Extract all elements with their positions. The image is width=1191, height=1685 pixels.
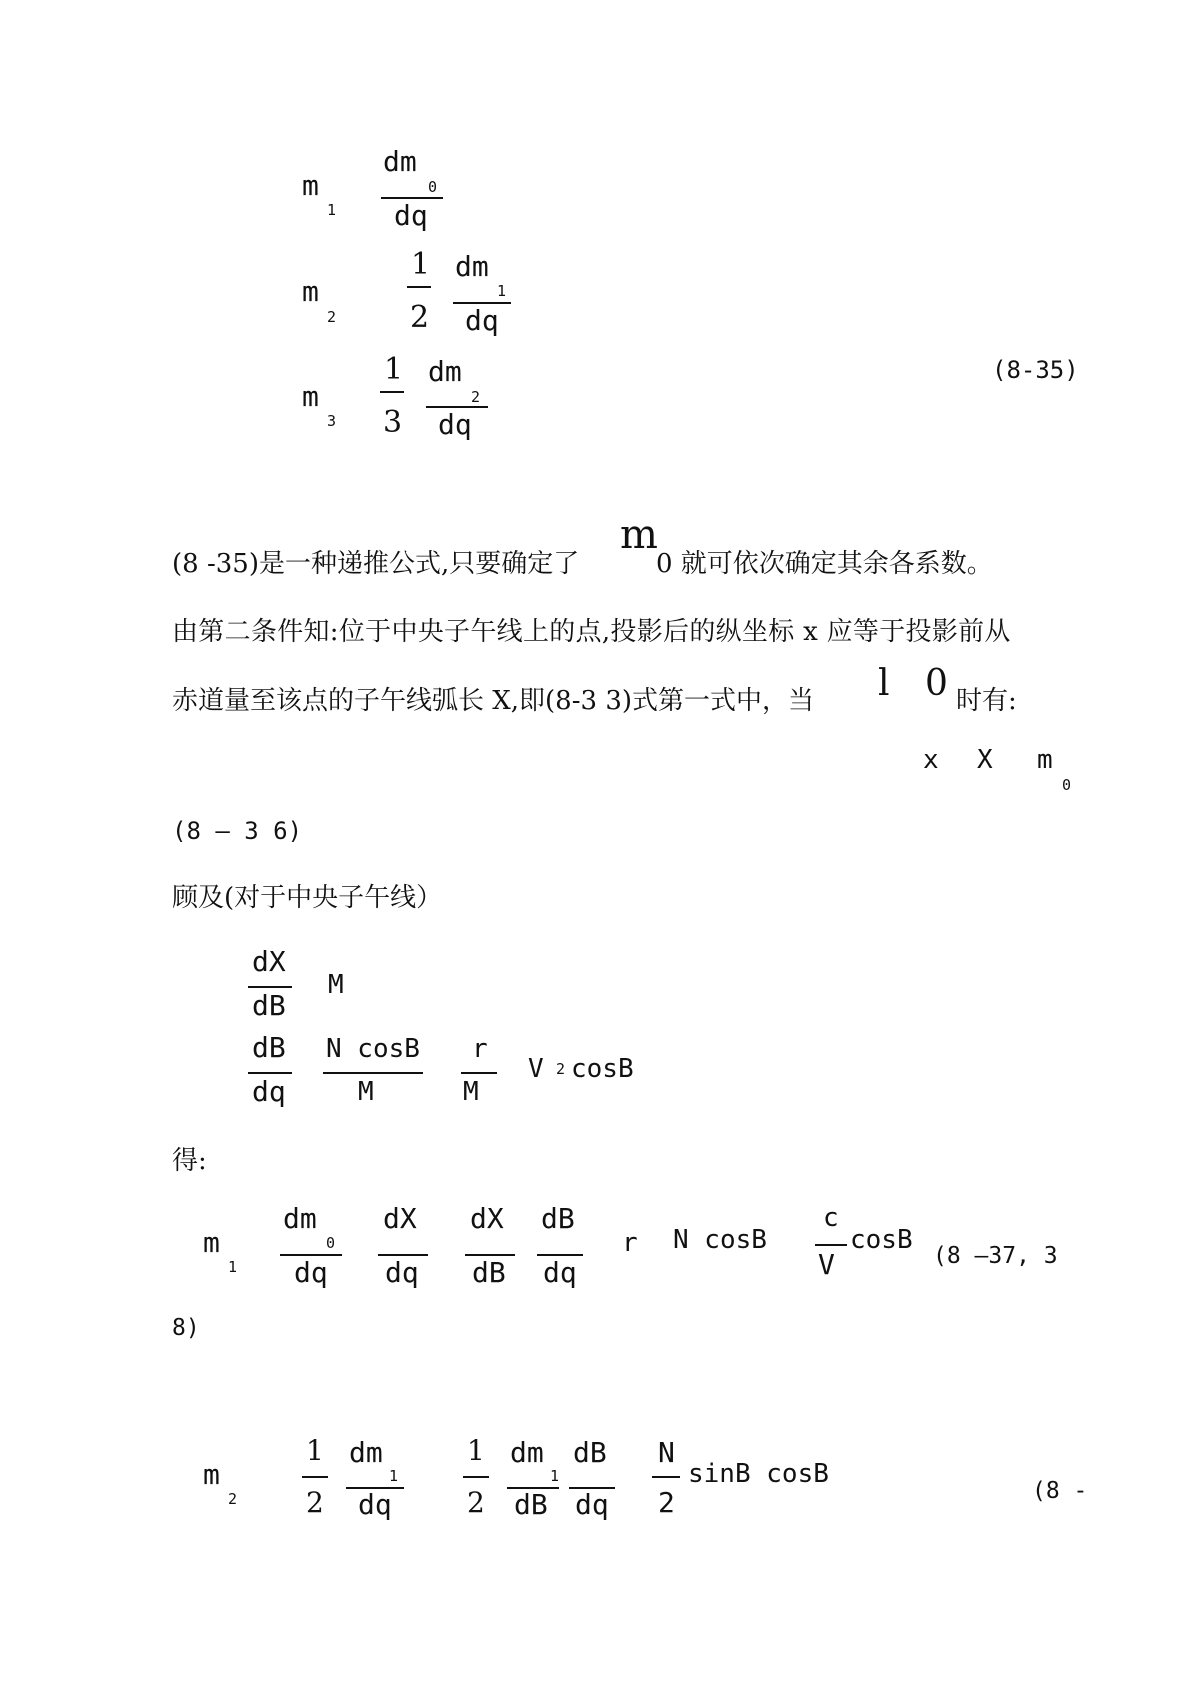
fraction-bar: [302, 1476, 328, 1478]
eq39-f-numerator: N: [658, 1436, 675, 1469]
M-value: M: [328, 970, 344, 1000]
para1-text-after: 0 就可依次确定其余各系数。: [656, 549, 993, 579]
dB-numerator: dB: [252, 1031, 286, 1064]
eq37-f2-numerator: dX: [383, 1202, 417, 1235]
eq37-f1-denominator: dq: [294, 1256, 328, 1289]
para2-line2-before: 赤道量至该点的子午线弧长 X,即(8-3 3)式第一式中，当: [172, 686, 815, 716]
eq36-x: x: [923, 745, 939, 775]
eq39-e-denominator: dq: [575, 1488, 609, 1521]
eq39-d-denominator: dB: [514, 1488, 548, 1521]
fraction-bar: [380, 391, 404, 393]
cosB-term: cosB: [571, 1054, 634, 1084]
fraction-bar: [463, 1476, 489, 1478]
m2-symbol: m: [302, 275, 319, 308]
eq37-NcosB: N cosB: [673, 1225, 767, 1255]
eq37-m: m: [203, 1226, 220, 1259]
M-denominator-2: M: [463, 1077, 479, 1107]
V-exponent: 2: [556, 1060, 566, 1078]
fraction-bar: [407, 286, 431, 288]
dB-denominator: dB: [252, 989, 286, 1022]
m3-subscript: 3: [327, 412, 337, 430]
eq37-f3-numerator: dX: [470, 1202, 504, 1235]
eq37-cosB: cosB: [850, 1225, 913, 1255]
m3-third-numerator: 1: [384, 352, 404, 387]
eq39-c-numerator: 1: [467, 1434, 485, 1467]
eq36-X: X: [977, 745, 993, 775]
eq39-m-subscript: 2: [228, 1490, 238, 1508]
m1-subscript: 1: [327, 201, 337, 219]
fraction-bar: [323, 1072, 423, 1074]
fraction-bar: [248, 986, 292, 988]
m2-numerator: dm: [455, 250, 489, 283]
para1-text-before: (8 -35)是一种递推公式,只要确定了: [172, 549, 580, 579]
NcosB-numerator: N cosB: [326, 1034, 420, 1064]
fraction-bar: [652, 1476, 680, 1478]
fraction-bar: [248, 1072, 292, 1074]
eq36-m-subscript: 0: [1062, 776, 1072, 794]
m1-symbol: m: [302, 169, 319, 202]
m3-third-denominator: 3: [383, 405, 403, 440]
m1-numerator: dm: [383, 145, 417, 178]
r-numerator: r: [472, 1034, 488, 1064]
m2-half-numerator: 1: [411, 247, 431, 282]
equation-label-8-36: (8 — 3 6): [172, 817, 303, 845]
equation-label-8-39: (8 -: [1032, 1478, 1088, 1504]
equation-label-8-35: (8-35): [992, 356, 1079, 384]
eq39-a-numerator: 1: [306, 1434, 324, 1467]
fraction-bar: [461, 1072, 497, 1074]
eq37-f4-numerator: dB: [541, 1202, 575, 1235]
m1-numerator-sub: 0: [428, 178, 438, 196]
para2-line1: 由第二条件知:位于中央子午线上的点,投影后的纵坐标 x 应等于投影前从: [172, 617, 1011, 647]
eq39-d-numerator-sub: 1: [550, 1467, 560, 1485]
eq39-b-numerator-sub: 1: [389, 1467, 399, 1485]
dX-numerator: dX: [252, 945, 286, 978]
eq37-V-denominator: V: [818, 1248, 835, 1281]
para2-symbol-zero: 0: [925, 663, 948, 704]
V-symbol: V: [528, 1054, 544, 1084]
eq37-f2-denominator: dq: [385, 1256, 419, 1289]
m2-half-denominator: 2: [410, 300, 430, 335]
eq39-a-denominator: 2: [306, 1486, 324, 1519]
m2-subscript: 2: [327, 308, 337, 326]
eq37-f1-numerator-sub: 0: [326, 1234, 336, 1252]
eq39-f-denominator: 2: [658, 1486, 675, 1519]
eq39-b-denominator: dq: [358, 1488, 392, 1521]
para1-big-m: m: [620, 512, 658, 558]
m3-denominator: dq: [438, 408, 472, 441]
eq36-m: m: [1037, 745, 1053, 775]
eq37-c-numerator: c: [823, 1203, 839, 1233]
text-consider: 顾及(对于中央子午线）: [172, 883, 443, 913]
eq37-f1-numerator: dm: [283, 1202, 317, 1235]
m1-denominator: dq: [394, 199, 428, 232]
eq39-d-numerator: dm: [510, 1436, 544, 1469]
m2-denominator: dq: [465, 304, 499, 337]
text-therefore: 得:: [172, 1146, 207, 1176]
m3-symbol: m: [302, 380, 319, 413]
para2-line2-after: 时有:: [956, 686, 1017, 716]
eq37-f3-denominator: dB: [472, 1256, 506, 1289]
eq37-m-subscript: 1: [228, 1258, 238, 1276]
para2-symbol-l: l: [878, 663, 890, 704]
m3-numerator-sub: 2: [471, 388, 481, 406]
eq39-b-numerator: dm: [349, 1436, 383, 1469]
fraction-bar: [815, 1244, 847, 1246]
eq39-c-denominator: 2: [467, 1486, 485, 1519]
equation-label-8-37-continued: 8): [172, 1315, 200, 1341]
eq37-f4-denominator: dq: [543, 1256, 577, 1289]
eq39-e-numerator: dB: [573, 1436, 607, 1469]
dq-denominator: dq: [252, 1075, 286, 1108]
equation-label-8-37: (8 —37, 3: [933, 1243, 1058, 1269]
M-denominator: M: [358, 1077, 374, 1107]
eq39-m: m: [203, 1458, 220, 1491]
eq39-sinB-cosB: sinB cosB: [688, 1459, 829, 1489]
eq37-r: r: [622, 1228, 638, 1258]
m3-numerator: dm: [428, 355, 462, 388]
m2-numerator-sub: 1: [497, 282, 507, 300]
